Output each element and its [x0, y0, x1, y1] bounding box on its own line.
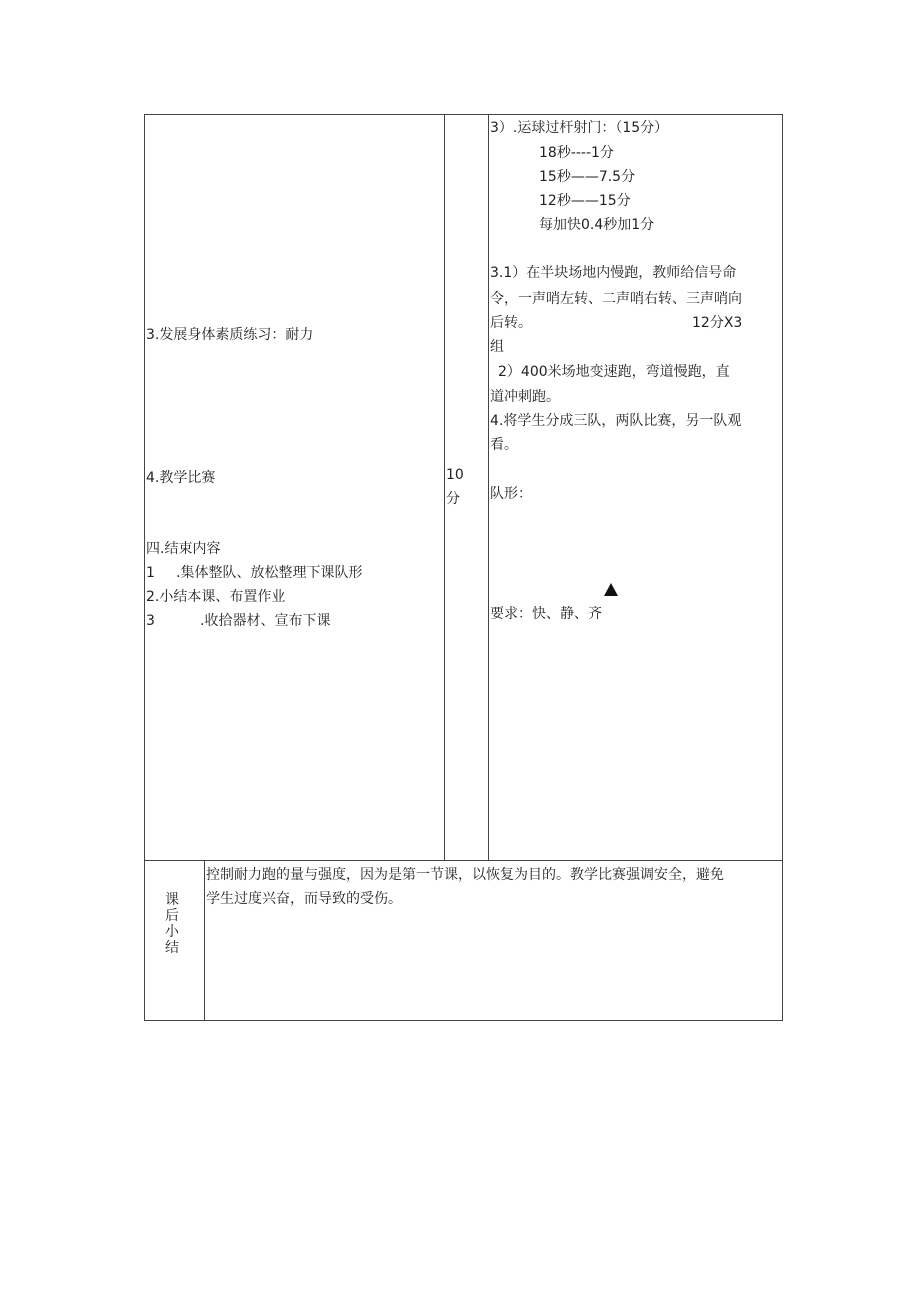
time-unit: 分 [446, 491, 460, 507]
table-right-border [782, 114, 783, 1021]
match-line-2: 看。 [490, 437, 518, 453]
summary-label-char-3: 小 [165, 924, 179, 940]
match-line-1: 4.将学生分成三队，两队比赛，另一队观 [490, 413, 742, 429]
endurance-line-4: 组 [490, 339, 504, 355]
row-divider-summary [144, 860, 783, 861]
variable-run-line-2: 道冲刺跑。 [490, 389, 560, 405]
end-item-3-number: 3 [146, 613, 155, 629]
end-section-title: 四.结束内容 [146, 541, 221, 557]
content-item-4: 4.教学比赛 [146, 470, 216, 486]
table-left-border [144, 114, 145, 1021]
score-line-18s: 18秒----1分 [539, 145, 614, 161]
summary-text-line-2: 学生过度兴奋，而导致的受伤。 [206, 891, 402, 907]
end-item-2: 2.小结本课、布置作业 [146, 589, 286, 605]
endurance-line-3b: 12分X3 [692, 315, 743, 331]
requirement-text: 要求：快、静、齐 [490, 606, 602, 622]
formation-triangle-icon [604, 583, 618, 596]
column-divider-1 [444, 114, 445, 861]
table-top-border [144, 114, 783, 115]
end-item-1-number: 1 [146, 565, 155, 581]
endurance-line-3a: 后转。 [490, 315, 532, 331]
summary-label-char-1: 课 [165, 892, 179, 908]
summary-label-char-4: 结 [165, 940, 179, 956]
formation-label: 队形： [490, 486, 532, 502]
score-line-bonus: 每加快0.4秒加1分 [539, 217, 655, 233]
score-line-15s: 15秒——7.5分 [539, 169, 636, 185]
summary-label-char-2: 后 [165, 908, 179, 924]
summary-label-divider [204, 860, 205, 1021]
variable-run-line-1: 2）400米场地变速跑，弯道慢跑，直 [498, 364, 730, 380]
end-item-3-text: .收拾器材、宣布下课 [200, 613, 331, 629]
time-number: 10 [446, 467, 464, 483]
endurance-line-2: 令，一声哨左转、二声哨右转、三声哨向 [490, 291, 742, 307]
table-bottom-border [144, 1020, 783, 1021]
content-item-3: 3.发展身体素质练习：耐力 [146, 327, 314, 343]
endurance-line-1: 3.1）在半块场地内慢跑，教师给信号命 [490, 265, 737, 281]
drill-heading: 3）.运球过杆射门：（15分） [490, 120, 669, 136]
summary-text-line-1: 控制耐力跑的量与强度，因为是第一节课，以恢复为目的。教学比赛强调安全，避免 [206, 867, 724, 883]
end-item-1-text: .集体整队、放松整理下课队形 [176, 565, 363, 581]
score-line-12s: 12秒——15分 [539, 193, 631, 209]
column-divider-2 [488, 114, 489, 861]
